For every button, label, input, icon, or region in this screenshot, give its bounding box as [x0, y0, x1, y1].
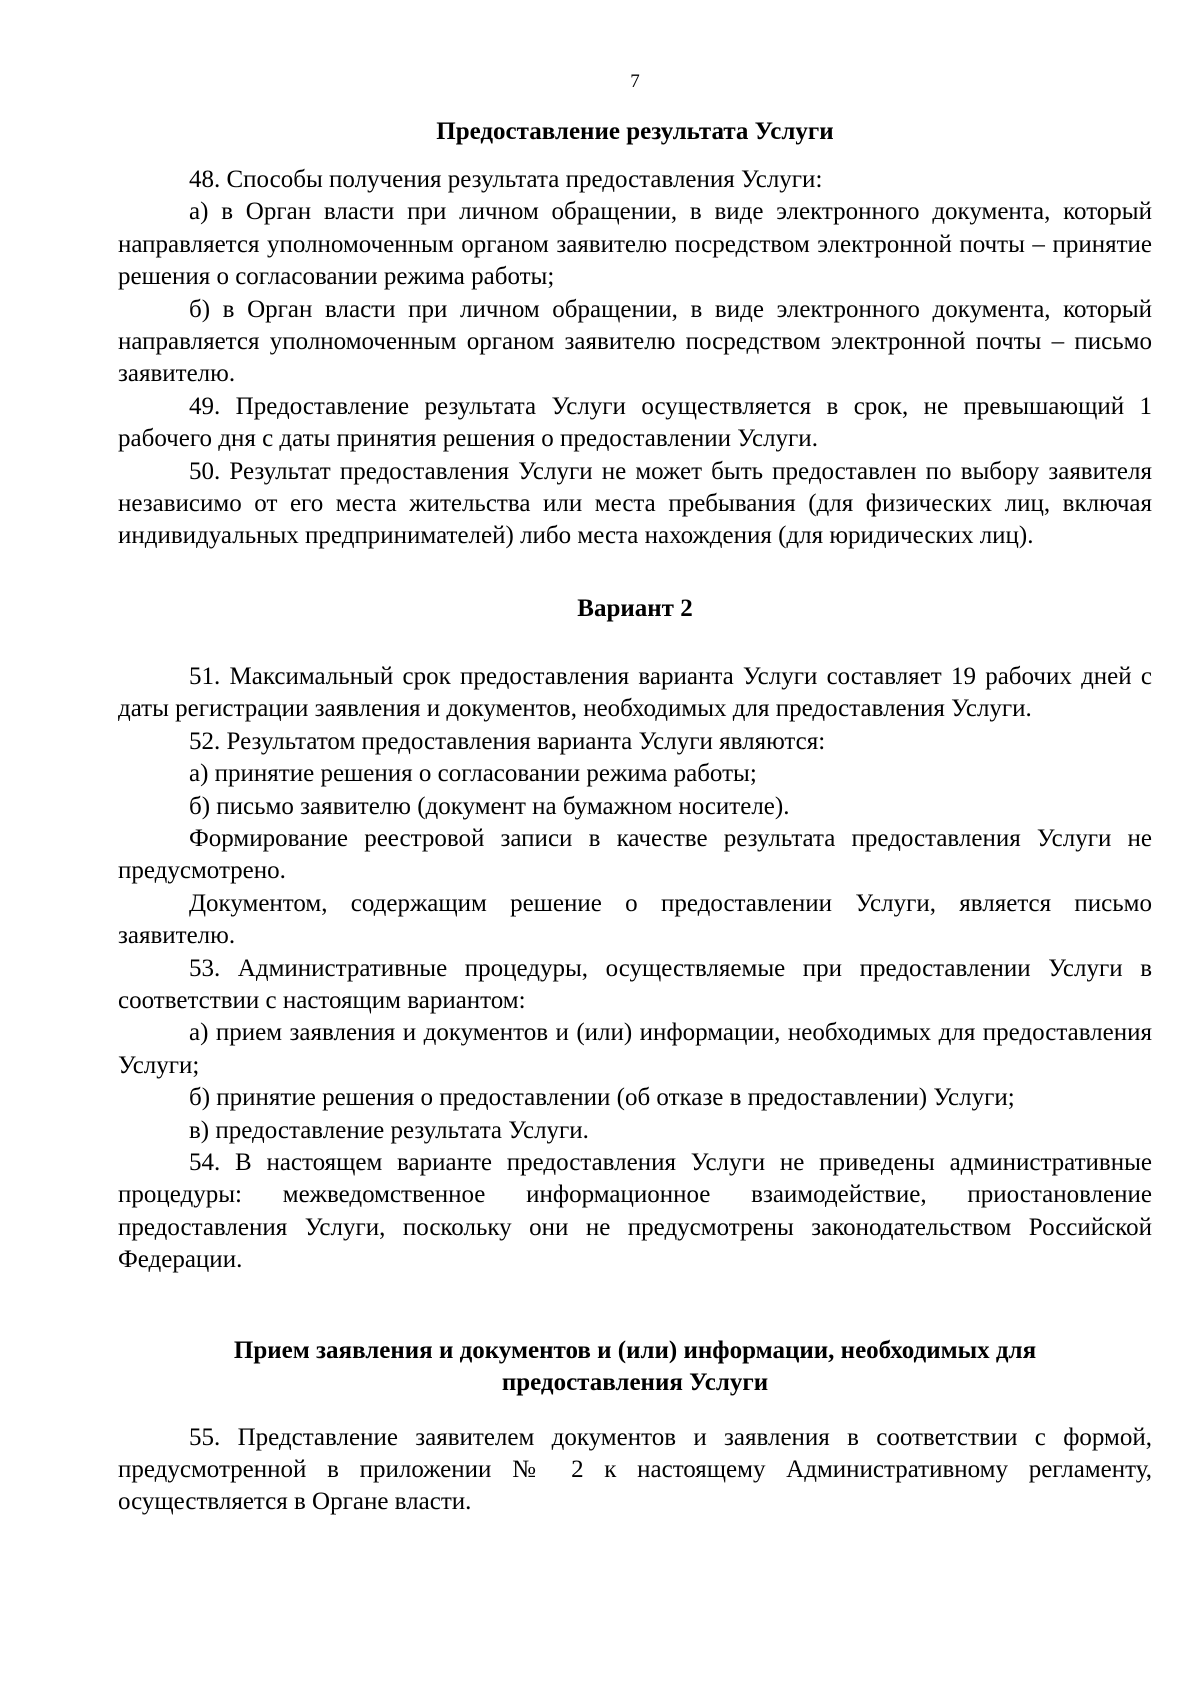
paragraph-52: 52. Результатом предоставления варианта Услуги являются: [189, 727, 826, 755]
paragraph-53: 53. Административные процедуры, осуществляемые при предоставлении Услуги в соответствии с настоящим вариантом: [118, 954, 1152, 1014]
section-result-body [118, 164, 1152, 553]
paragraph-51: 51. Максимальный срок предоставления варианта Услуги составляет 19 рабочих дней с даты регистрации заявления и документов, необходимых для предоставления Услуги. [118, 662, 1152, 723]
paragraph-53b: б) принятие решения о предоставлении (об отказе в предоставлении) Услуги; [189, 1084, 1015, 1112]
paragraph-54: 54. В настоящем варианте предоставления Услуги не приведены административные процедуры: межведомственное информационное взаимодействие, приостановление предоставления Услуги, поскольку они не предусмотрены законодательством Российской Федерации. [118, 1148, 1152, 1274]
section-variant-2-body [118, 661, 1152, 1277]
paragraph-48a: а) в Орган власти при личном обращении, в виде электронного документа, который направляется уполномоченным органом заявителю посредством электронной почты – принятие решения о согласовании режима работы; [118, 198, 1152, 291]
section-heading-application-intake [118, 1335, 1152, 1399]
page-number: 7 [630, 71, 640, 92]
paragraph-53a: а) прием заявления и документов и (или) информации, необходимых для предоставления Услуги; [118, 1019, 1152, 1079]
paragraph-decision-document: Документом, содержащим решение о предоставлении Услуги, является письмо заявителю. [118, 889, 1152, 950]
paragraph-53c: в) предоставление результата Услуги. [189, 1116, 589, 1144]
section-heading-result: Предоставление результата Услуги [436, 118, 834, 145]
paragraph-48b: б) в Орган власти при личном обращении, в виде электронного документа, который направляется уполномоченным органом заявителю посредством электронной почты – письмо заявителю. [118, 295, 1152, 388]
section-application-intake-body [118, 1422, 1152, 1519]
paragraph-52b: б) письмо заявителю (документ на бумажном носителе). [189, 792, 790, 820]
paragraph-registry-record: Формирование реестровой записи в качестве результата предоставления Услуги не предусмотрено. [118, 824, 1152, 885]
paragraph-50: 50. Результат предоставления Услуги не может быть предоставлен по выбору заявителя независимо от его места жительства или места пребывания (для физических лиц, включая индивидуальных предпринимателей) либо места нахождения (для юридических лиц). [118, 457, 1152, 550]
section-heading-line-1: Прием заявления и документов и (или) информации, необходимых для [233, 1336, 1037, 1364]
paragraph-49: 49. Предоставление результата Услуги осуществляется в срок, не превышающий 1 рабочего дня с даты принятия решения о предоставлении Услуги. [118, 392, 1152, 453]
section-heading-line-2: предоставления Услуги [501, 1368, 769, 1396]
document-page [118, 70, 1152, 1519]
paragraph-52a: а) принятие решения о согласовании режима работы; [189, 760, 757, 788]
paragraph-55: 55. Представление заявителем документов и заявления в соответствии с формой, предусмотренной в приложении № 2 к настоящему Административному регламенту, осуществляется в Органе власти. [118, 1423, 1152, 1516]
paragraph-48: 48. Способы получения результата предоставления Услуги: [189, 166, 823, 193]
section-heading-variant-2: Вариант 2 [577, 594, 693, 622]
